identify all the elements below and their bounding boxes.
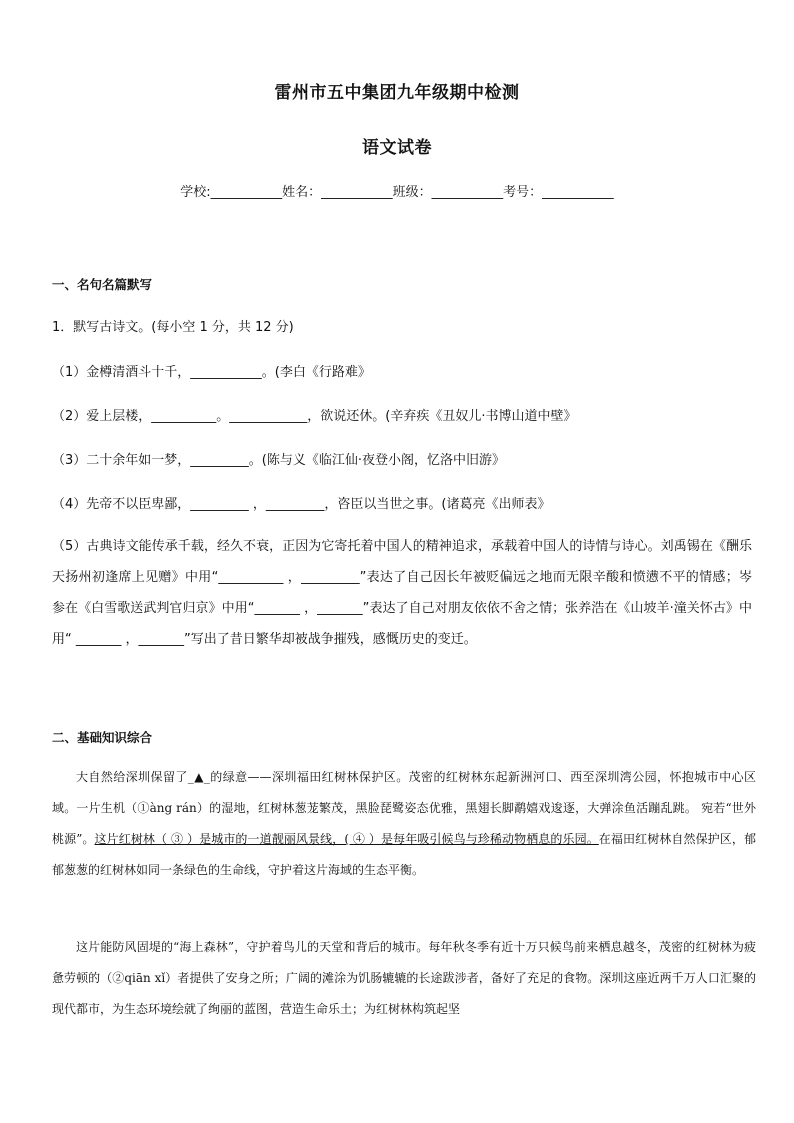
question-item-4: （4）先帝不以臣卑鄙，_________ ，_________，咨臣以当世之事。(诸葛亮《出师表》 [52,497,551,512]
section-heading-basics: 二、基础知识综合 [52,730,153,745]
student-info-line: 学校:___________姓名：___________班级：___________考号：___________ [180,185,614,200]
question-item-3: （3）二十余年如一梦，_________。(陈与义《临江仙·夜登小阁，忆洛中旧游》 [52,453,505,468]
exam-title: 雷州市五中集团九年级期中检测 [274,83,520,103]
section-heading-recitation: 一、名句名篇默写 [52,277,153,292]
question-item-2: （2）爱上层楼，__________。____________，欲说还休。(辛弃疾《丑奴儿·书博山道中壁》 [52,409,577,424]
question-1-instruction: 1．默写古诗文。(每小空 1 分，共 12 分) [52,320,294,335]
paragraph-1-text-a: 大自然给深圳保留了_▲_的绿意——深圳福田红树林保护区。茂密的红树林东起新洲河口、西至深圳湾公园，怀抱城市中心区域。一片生机（①àng rán）的湿地，红树林葱茏繁茂，黑脸琵鹭姿态优雅，黑翅长脚鹬嬉戏逡逐，大弹涂鱼活蹦乱跳。 宛若“世外桃源”。 [52,770,756,846]
exam-subtitle: 语文试卷 [362,138,432,158]
paragraph-1-text-b: 在福田红树林自然保护区，郁郁葱葱的红树林如同一条绿色的生命线，守护着这片海域的生态平衡。 [52,832,756,877]
question-item-5: （5）古典诗文能传承千载，经久不衰，正因为它寄托着中国人的精神追求，承载着中国人的诗情与诗心。刘禹锡在《酬乐天扬州初逢席上见赠》中用“__________ ，_________”表达了自己因长年被贬偏远之地而无限辛酸和愤懑不平的情感；岑参在《白雪歌送武判官归京》中用“_______ ，_______”表达了自己对朋友依依不舍之情；张养浩在《山坡羊·潼关怀古》中用“ _______ ，_______”写出了昔日繁华却被战争摧残，感慨历史的变迁。 [52,539,752,647]
reading-paragraph-1 [52,762,756,886]
paragraph-1-underlined-sentence: 这片红树林（ ③ ）是城市的一道靓丽风景线，( ④ ）是每年吸引候鸟与珍稀动物栖息的乐园。 [94,832,599,846]
question-item-1: （1）金樽清酒斗十千，___________。(李白《行路难》 [52,365,371,380]
reading-paragraph-2: 这片能防风固堤的“海上森林”，守护着鸟儿的天堂和背后的城市。每年秋冬季有近十万只候鸟前来栖息越冬，茂密的红树林为疲惫劳顿的（②qiān xǐ）者提供了安身之所；广阔的滩涂为饥肠辘辘的长途跋涉者，备好了充足的食物。深圳这座近两千万人口汇聚的现代都市，为生态环境绘就了绚丽的蓝图，营造生命乐土；为红树林构筑起坚 [52,940,756,1016]
